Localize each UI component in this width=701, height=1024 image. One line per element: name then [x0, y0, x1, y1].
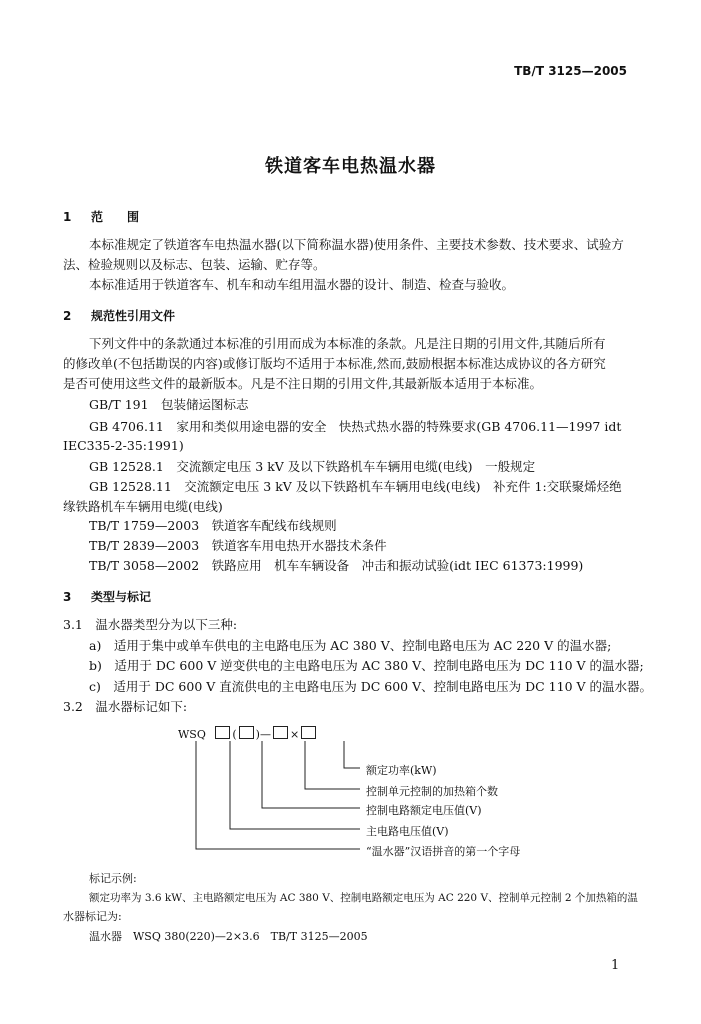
- list-item-b: b) 适用于 DC 600 V 逆变供电的主电路电压为 AC 380 V、控制电路电压为 DC 110 V 的温水器;: [89, 658, 644, 673]
- subsection-3-2: 3.2 温水器标记如下:: [63, 699, 188, 714]
- example-line: 额定功率为 3.6 kW、主电路额定电压为 AC 380 V、控制电路额定电压为 AC 220 V、控制单元控制 2 个加热箱的温: [89, 892, 638, 904]
- list-item-c: c) 适用于 DC 600 V 直流供电的主电路电压为 DC 600 V、控制电路电压为 DC 110 V 的温水器。: [89, 679, 653, 694]
- reference-item: TB/T 2839—2003 铁道客车用电热开水器技术条件: [89, 538, 387, 553]
- dash: —: [259, 728, 271, 741]
- paragraph-line: 是否可使用这些文件的最新版本。凡是不注日期的引用文件,其最新版本适用于本标准。: [63, 376, 542, 391]
- reference-item: GB 12528.11 交流额定电压 3 kV 及以下铁路机车车辆用电线(电线) 补充件 1:交联聚烯烃绝: [89, 479, 622, 494]
- designation-prefix: WSQ: [178, 728, 206, 741]
- section-number: 1: [63, 210, 72, 224]
- page-number: 1: [611, 958, 620, 973]
- paren-open: (: [232, 728, 237, 741]
- example-heading: 标记示例:: [89, 872, 137, 885]
- reference-item-continued: 缘铁路机车车辆用电缆(电线): [63, 499, 223, 514]
- reference-item: GB 4706.11 家用和类似用途电器的安全 快热式热水器的特殊要求(GB 4706.11—1997 idt: [89, 419, 622, 434]
- label-control-voltage: 控制电路额定电压值(V): [366, 804, 482, 817]
- paren-close: ): [255, 728, 260, 741]
- section-title: 范 围: [91, 210, 140, 224]
- section-title: 规范性引用文件: [91, 309, 176, 323]
- standard-code: TB/T 3125—2005: [514, 64, 627, 78]
- paragraph-line: 法、检验规则以及标志、包装、运输、贮存等。: [63, 257, 326, 272]
- label-heater-count: 控制单元控制的加热箱个数: [366, 785, 498, 798]
- subsection-3-1: 3.1 温水器类型分为以下三种:: [63, 617, 238, 632]
- section-title: 类型与标记: [91, 590, 152, 604]
- reference-item-continued: IEC335-2-35:1991): [63, 438, 184, 453]
- paragraph-line: 下列文件中的条款通过本标准的引用而成为本标准的条款。凡是注日期的引用文件,其随后所有: [89, 336, 606, 351]
- reference-item: GB 12528.1 交流额定电压 3 kV 及以下铁路机车车辆用电缆(电线) 一般规定: [89, 459, 536, 474]
- label-pinyin-initial: “温水器”汉语拼音的第一个字母: [366, 845, 521, 858]
- section-number: 3: [63, 590, 72, 604]
- reference-item: TB/T 3058—2002 铁路应用 机车车辆设备 冲击和振动试验(idt IEC 61373:1999): [89, 558, 584, 573]
- list-item-a: a) 适用于集中或单车供电的主电路电压为 AC 380 V、控制电路电压为 AC 220 V 的温水器;: [89, 638, 612, 653]
- paragraph-line: 的修改单(不包括勘误的内容)或修订版均不适用于本标准,然而,鼓励根据本标准达成协议的各方研究: [63, 356, 606, 371]
- times-sign: ×: [289, 728, 300, 741]
- example-line: 水器标记为:: [63, 910, 122, 923]
- label-main-voltage: 主电路电压值(V): [366, 825, 449, 838]
- reference-item: GB/T 191 包装储运图标志: [89, 397, 249, 412]
- paragraph-line: 本标准适用于铁道客车、机车和动车组用温水器的设计、制造、检查与验收。: [89, 277, 515, 292]
- example-designation: 温水器 WSQ 380(220)—2×3.6 TB/T 3125—2005: [89, 930, 368, 943]
- section-number: 2: [63, 309, 72, 323]
- document-title: 铁道客车电热温水器: [265, 156, 436, 177]
- label-rated-power: 额定功率(kW): [366, 764, 437, 777]
- paragraph-line: 本标准规定了铁道客车电热温水器(以下简称温水器)使用条件、主要技术参数、技术要求、试验方: [89, 237, 624, 252]
- reference-item: TB/T 1759—2003 铁道客车配线布线规则: [89, 518, 337, 533]
